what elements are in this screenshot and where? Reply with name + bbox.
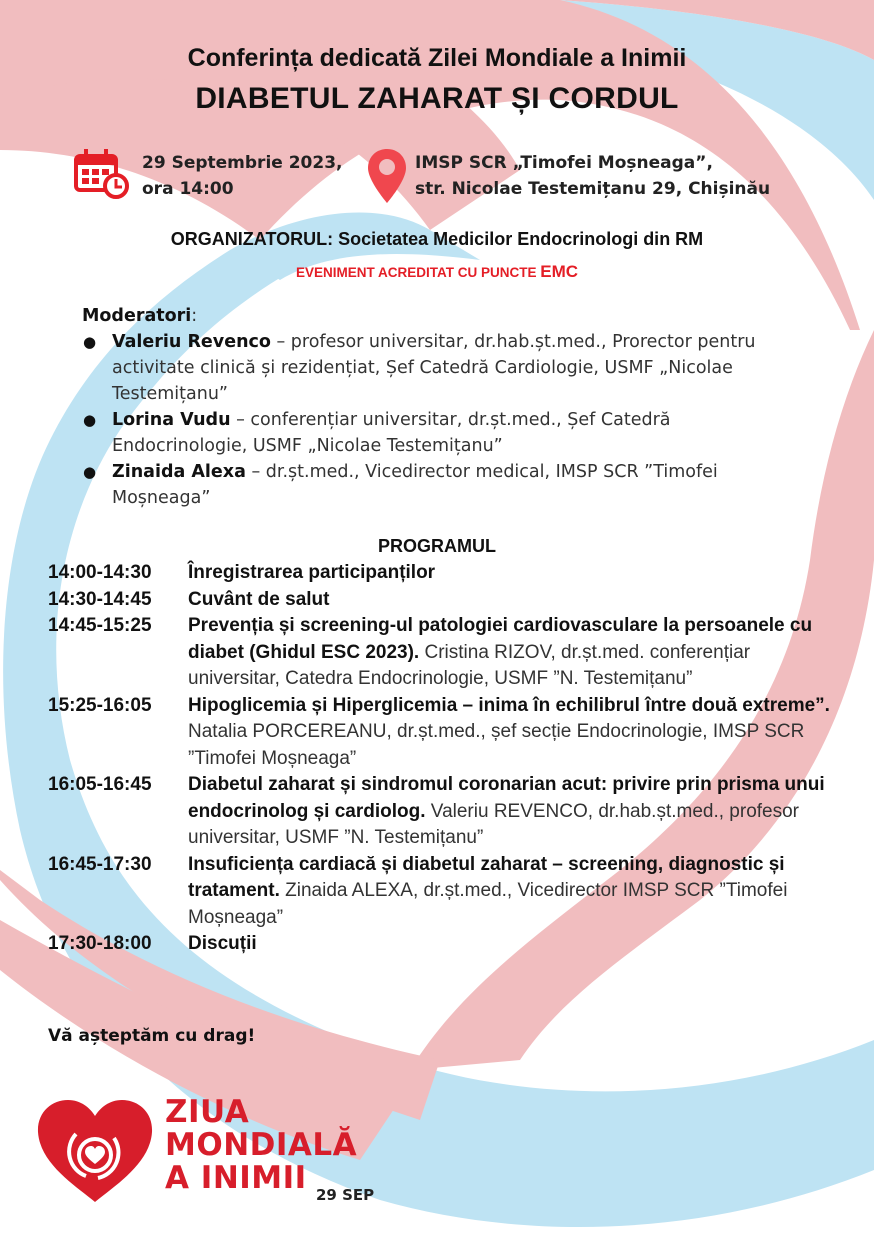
- event-venue: IMSP SCR „Timofei Moșneaga”,: [415, 153, 713, 173]
- logo-line-1: ZIUA: [165, 1094, 250, 1130]
- event-date: [142, 150, 343, 202]
- moderator-item: [82, 459, 802, 511]
- program-time: 15:25-16:05: [48, 694, 152, 716]
- program-schedule: [48, 560, 838, 958]
- moderators-heading-colon: :: [191, 306, 198, 326]
- location-pin-icon: [366, 147, 408, 205]
- moderator-item: [82, 329, 802, 407]
- moderator-name: Lorina Vudu: [112, 410, 231, 430]
- program-row: [48, 613, 838, 693]
- event-address: str. Nicolae Testemițanu 29, Chișinău: [415, 179, 771, 199]
- accreditation-text: EVENIMENT ACREDITAT CU PUNCTE: [295, 265, 537, 280]
- moderators-section: [82, 303, 802, 511]
- event-date-line: 29 Septembrie 2023,: [142, 153, 343, 173]
- program-title: Înregistrarea participanților: [188, 562, 436, 583]
- moderator-item: [82, 407, 802, 459]
- accreditation-emc: EMC: [540, 262, 579, 281]
- program-row: [48, 772, 838, 852]
- conference-subtitle: Conferința dedicată Zilei Mondiale a Inimii: [187, 44, 687, 72]
- program-title: Diabetul zaharat și sindromul coronarian acut: privire prin prisma unui endocrinolog și cardiolog.: [188, 774, 825, 822]
- logo-wordmark: [165, 1096, 357, 1195]
- program-title: Cuvânt de salut: [188, 588, 330, 610]
- program-title: Discuții: [188, 933, 257, 954]
- program-row: [48, 852, 838, 932]
- program-entry: [188, 613, 838, 693]
- moderator-details: – conferențiar universitar, dr.șt.med., Șef Catedră Endocrinologie, USMF „Nicolae Testemițanu”: [112, 410, 671, 456]
- program-row: [48, 693, 838, 773]
- program-time: 16:05-16:45: [48, 774, 152, 795]
- program-time: 14:00-14:30: [48, 562, 152, 583]
- moderator-details: – profesor universitar, dr.hab.șt.med., Prorector pentru activitate clinică și rezidențiat, Șef Catedră Cardiologie, USMF „Nicolae Testemițanu”: [112, 332, 756, 404]
- organizer-label: ORGANIZATORUL:: [170, 229, 334, 249]
- bullet-icon: ●: [83, 333, 97, 351]
- program-speaker: Cristina RIZOV, dr.șt.med. conferențiar universitar, Catedra Endocrinologie, USMF ”N. Testemițanu”: [188, 641, 751, 689]
- program-entry: [188, 693, 838, 773]
- program-speaker: Zinaida ALEXA, dr.șt.med., Vicedirector IMSP SCR ”Timofei Moșneaga”: [188, 880, 788, 928]
- program-entry: [188, 587, 838, 614]
- event-location: [415, 150, 770, 202]
- logo-line-2: MONDIALĂ: [165, 1127, 358, 1163]
- program-time: 14:45-15:25: [48, 615, 152, 636]
- organizer-name: Societatea Medicilor Endocrinologi din RM: [338, 229, 704, 249]
- event-time-line: ora 14:00: [142, 179, 234, 199]
- calendar-clock-icon: [74, 148, 130, 200]
- moderator-details: – dr.șt.med., Vicedirector medical, IMSP SCR ”Timofei Moșneaga”: [112, 462, 718, 508]
- logo-date: 29 SEP: [316, 1186, 375, 1204]
- program-time: 14:30-14:45: [48, 588, 152, 610]
- logo-line-3: A INIMII: [165, 1160, 307, 1196]
- organizer-line: [0, 229, 874, 250]
- bullet-icon: ●: [83, 463, 97, 481]
- program-title: Prevenția și screening-ul patologiei cardiovasculare la persoanele cu diabet (Ghidul ESC 2023).: [188, 615, 813, 663]
- moderators-heading: Moderatori: [82, 306, 192, 326]
- moderator-name: Zinaida Alexa: [112, 462, 246, 482]
- program-row: [48, 560, 838, 587]
- program-entry: [188, 560, 838, 587]
- program-entry: [188, 772, 838, 852]
- conference-title: DIABETUL ZAHARAT ȘI CORDUL: [195, 82, 679, 115]
- program-row: [48, 931, 838, 958]
- moderator-name: Valeriu Revenco: [112, 332, 271, 352]
- program-time: 17:30-18:00: [48, 933, 152, 954]
- program-entry: [188, 931, 838, 958]
- moderators-list: [82, 329, 802, 511]
- program-speaker: Valeriu REVENCO, dr.hab.șt.med., profesor universitar, USMF ”N. Testemițanu”: [188, 800, 799, 848]
- program-heading: PROGRAMUL: [378, 536, 496, 556]
- program-row: [48, 587, 838, 614]
- bullet-icon: ●: [83, 411, 97, 429]
- program-title: Hipoglicemia și Hiperglicemia – inima în echilibrul între două extreme”.: [188, 694, 830, 716]
- program-time: 16:45-17:30: [48, 853, 152, 875]
- program-entry: [188, 852, 838, 932]
- program-speaker: Natalia PORCEREANU, dr.șt.med., șef secție Endocrinologie, IMSP SCR ”Timofei Moșneaga”: [188, 721, 805, 769]
- heart-logo-icon: [36, 1098, 154, 1204]
- accreditation-line: [0, 262, 874, 282]
- program-title: Insuficiența cardiacă și diabetul zaharat – screening, diagnostic și tratament.: [188, 853, 785, 901]
- closing-message: Vă așteptăm cu drag!: [48, 1026, 256, 1046]
